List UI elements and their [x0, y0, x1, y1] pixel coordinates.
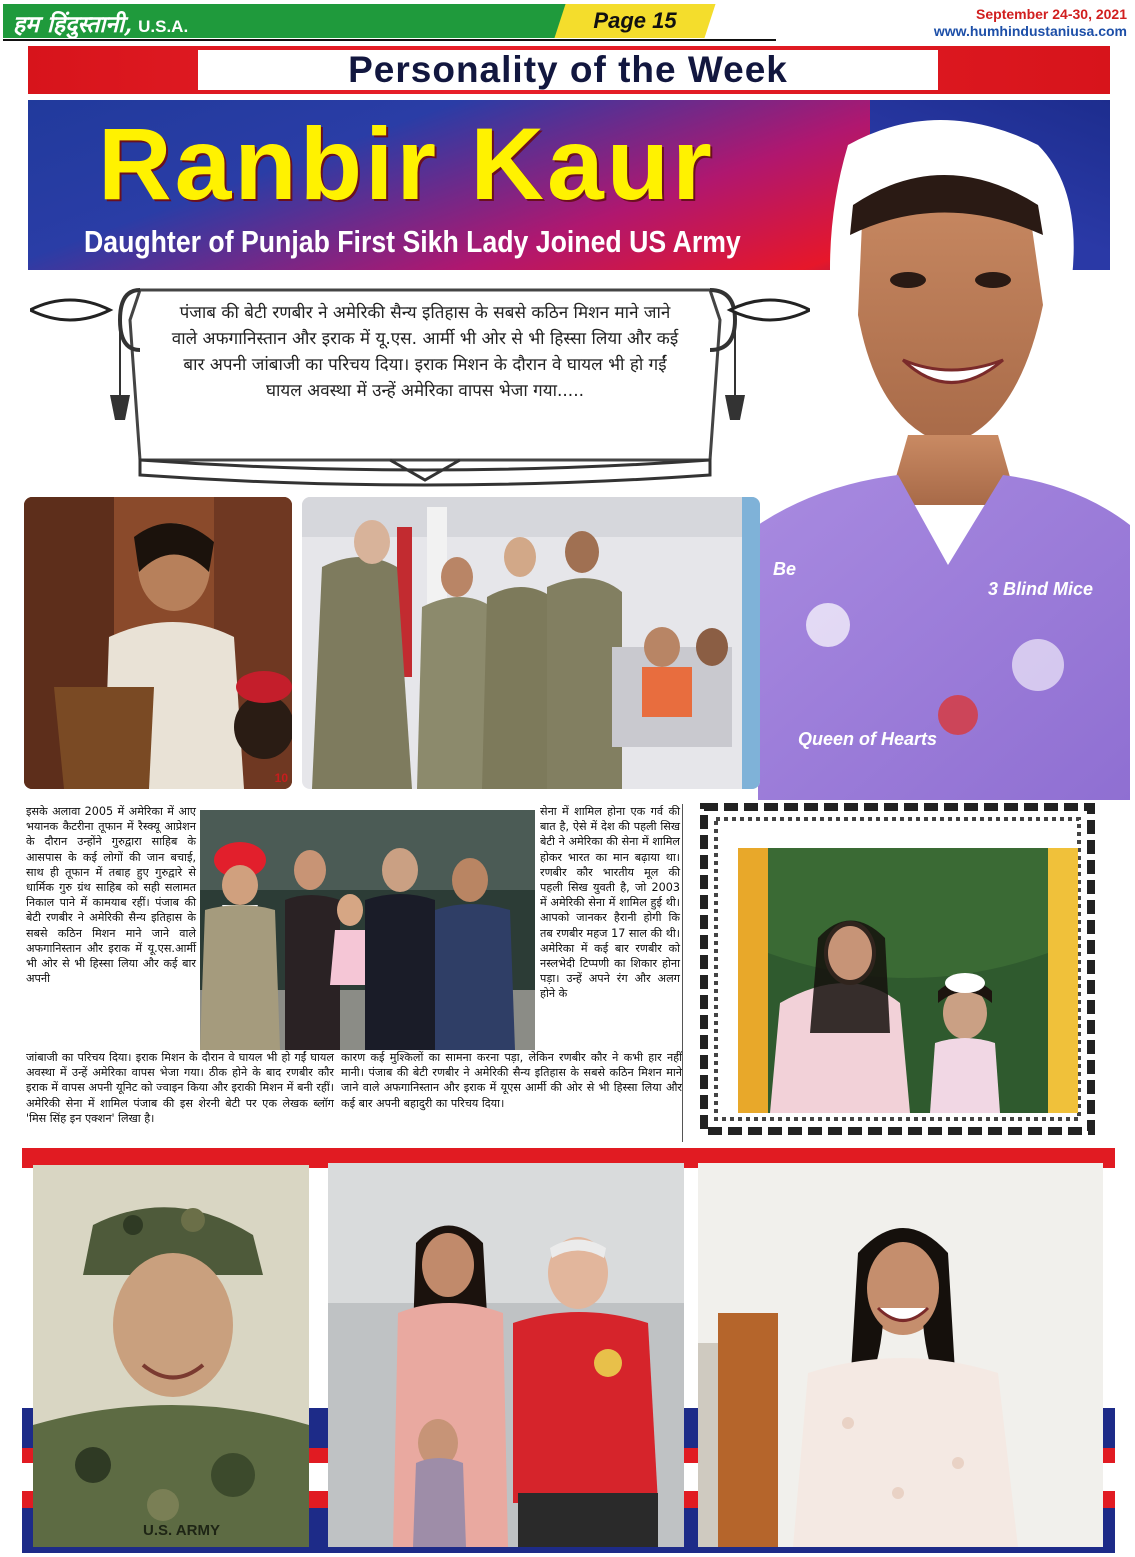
website-link[interactable]: www.humhindustaniusa.com	[933, 23, 1127, 39]
scrub-text-mice: 3 Blind Mice	[988, 579, 1094, 599]
page-number: Page 15	[593, 8, 677, 33]
scrub-print	[938, 695, 978, 735]
article-bottom-right: कारण कई मुश्किलों का सामना करना पड़ा, लेकिन रणबीर कौर ने कभी हार नहीं मानी। पंजाब की बेटी रणबीर ने अमेरिकी सैन्य इतिहास के सबसे कठिन मिशन माने जाने वाले अफगानिस्तान और इराक में यूएस आर्मी की ओर से भी हिस्सा लिया और कई बार अपनी बहादुरी का परिचय दिया।	[341, 1051, 682, 1110]
uniform-tape: U.S. ARMY	[143, 1522, 220, 1539]
publication-title: हम हिंदुस्तानी,	[13, 11, 133, 38]
article-right-column: सेना में शामिल होना एक गर्व की बात है, ऐसे में देश की पहली सिख बेटी ने अमेरिका की सेना में शामिल होकर भारत का मान बढ़ाया था।रणबीर कौर भारतीय मूल की पहली सिख युवती है, जो 2003 में अमेरिकी सेना में शामिल हुई थी। आपको जानकर हैरानी होगी कि तब रणबीर महज 17 साल की थी। अमेरिका में कई बार रणबीर को नस्लभेदी टिप्पणी का शिकार होना पड़ा। उन्हें अपने रंग और अलग होने के	[540, 805, 680, 1001]
scrub-print	[806, 603, 850, 647]
section-title-box	[198, 50, 938, 90]
article-left-column: इसके अलावा 2005 में अमेरिका में आए भयानक कैटरीना तूफान में रैस्क्यू आप्रेशन के दौरान उन्होंने गुरुद्वारा साहिब के आसपास के कई लोगों की जान बचाई, साथ ही तूफान में तबाह हुए गुरुद्वारे से धार्मिक गुरु ग्रंथ साहिब को सही सलामत निकाल पाने में कामयाब रहीं। पंजाब की बेटी रणबीर ने अमेरिकी सैन्य इतिहास के सबसे कठिन मिशन माने जाने वाले अफगानिस्तान और इराक में यू.एस.आर्मी भी ओर से भी हिस्सा लिया और कई बार अपनी	[26, 805, 196, 986]
photo-number: 10	[274, 771, 288, 785]
soldier-photo	[33, 1165, 309, 1547]
scrub-text-hearts: Queen of Hearts	[798, 729, 938, 749]
scrub-text-be: Be	[773, 559, 797, 579]
scroll-quote: पंजाब की बेटी रणबीर ने अमेरिकी सैन्य इतिहास के सबसे कठिन मिशन माने जाने वाले अफगानिस्तान और इराक में यू.एस. आर्मी भी ओर से भी हिस्सा लिया और कई बार अपनी जांबाजी का परिचय दिया। इराक मिशन के दौरान वे घायल भी हो गईं घायल अवस्था में उन्हें अमेरिका वापस भेजा गया.....	[171, 303, 679, 401]
scrub-print	[1012, 639, 1064, 691]
page-number-box	[554, 4, 715, 38]
header-rule	[3, 39, 776, 41]
section-banner	[28, 46, 1110, 94]
column-divider	[682, 804, 683, 1142]
issue-date: September 24-30, 2021	[976, 6, 1127, 22]
hero-subtitle: Daughter of Punjab First Sikh Lady Joined US Army	[84, 224, 741, 259]
publication-name	[13, 7, 188, 39]
portrait-photo	[758, 105, 1130, 800]
veteran-photo	[328, 1163, 684, 1547]
masthead	[3, 4, 568, 38]
army-ceremony-photo	[302, 497, 760, 789]
right-eye	[975, 272, 1011, 288]
hero-name: Ranbir Kaur	[98, 107, 715, 221]
issue-info	[934, 6, 1127, 40]
family-photo	[200, 810, 535, 1050]
framed-photo	[700, 803, 1095, 1135]
publication-edition: U.S.A.	[138, 17, 189, 36]
section-title: Personality of the Week	[348, 49, 788, 90]
speaker-photo	[24, 497, 292, 789]
left-eye	[890, 272, 926, 288]
white-dress-photo	[698, 1163, 1103, 1547]
article-bottom-left: जांबाजी का परिचय दिया। इराक मिशन के दौरान वे घायल भी हो गईं घायल अवस्था में उन्हें अमेरिका वापस भेजा गया। ठीक होने के बाद रणबीर कौर इराक में वापस अपनी यूनिट को ज्वाइन किया और इराकी मिशन में बनी रहीं। अमेरिकी सेना में शामिल पंजाब की इस शेरनी बेटी पर एक लेखक ब्लॉग 'मिस सिंह इन एक्शन' लिखा है।	[26, 1051, 334, 1125]
